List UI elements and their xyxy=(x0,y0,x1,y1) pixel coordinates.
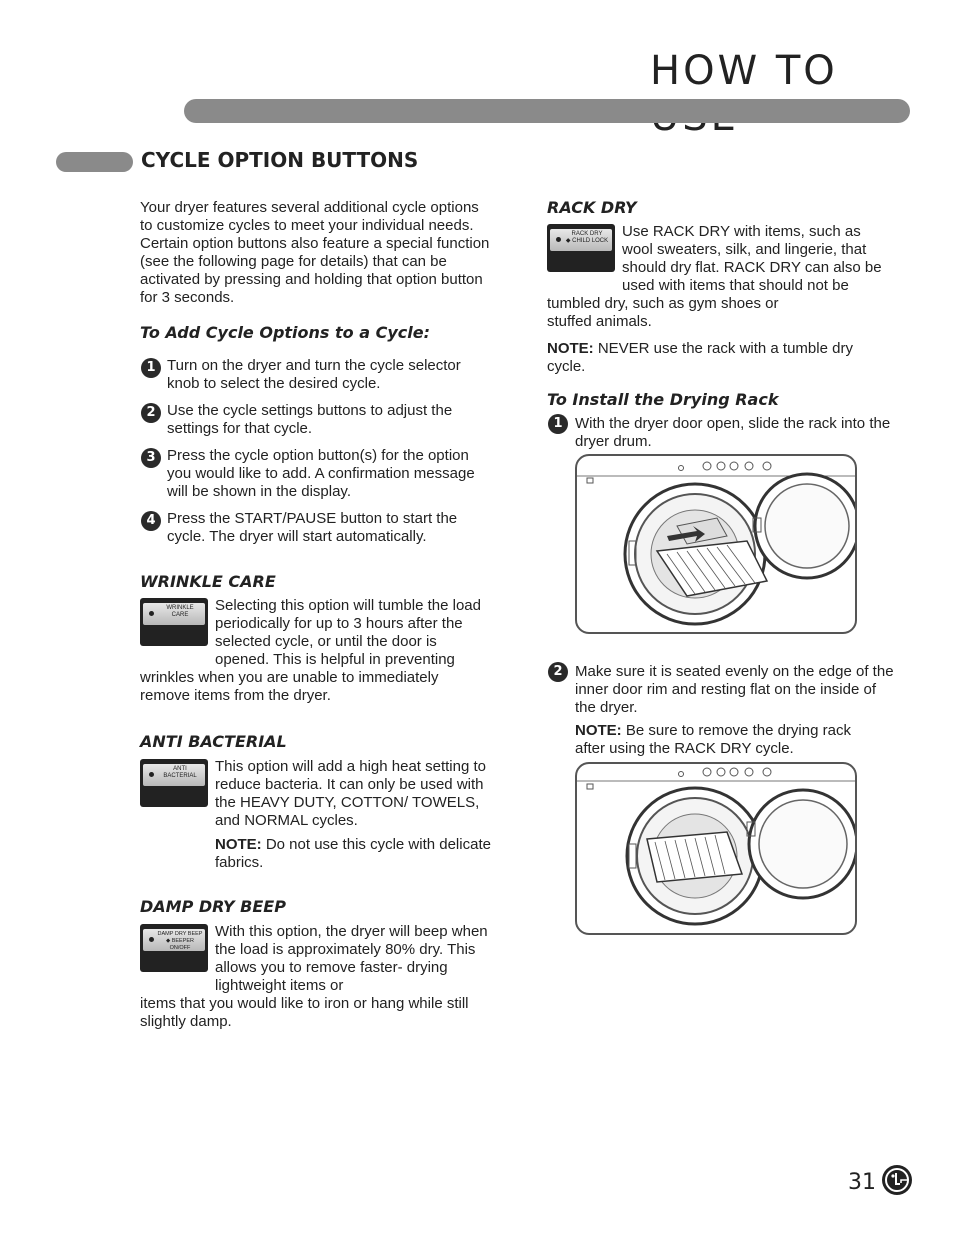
add-options-steps xyxy=(140,357,500,557)
anti-bacterial-button-image xyxy=(140,759,208,807)
install-rack-note xyxy=(575,722,885,758)
anti-bacterial-text: This option will add a high heat setting to reduce bacteria. It can only be used with the HEAVY DUTY, COTTON/ TOWELS, and NORMAL cycles. xyxy=(215,758,487,829)
step-text: Press the START/PAUSE button to start the cycle. The dryer will start automatically. xyxy=(167,510,458,545)
page-number: 31 xyxy=(848,1170,876,1195)
dryer-rack-seated-illustration xyxy=(575,762,857,935)
section-title: CYCLE OPTION BUTTONS xyxy=(141,148,419,172)
button-label: ◆ BEEPER ON/OFF xyxy=(165,938,195,951)
rack-dry-text: Use RACK DRY with items, such as wool sweaters, silk, and lingerie, that should dry flat. RACK DRY can also be used with items that should not be xyxy=(622,223,882,294)
step-number: 1 xyxy=(548,414,568,434)
note-label: NOTE: xyxy=(547,340,594,357)
page-header-title: HOW TO xyxy=(650,48,838,94)
step-number: 3 xyxy=(141,448,161,468)
button-label: DAMP DRY BEEP xyxy=(157,931,203,937)
rack-dry-note xyxy=(547,340,857,376)
lg-logo-icon xyxy=(881,1164,913,1196)
step-text: Press the cycle option button(s) for the option you would like to add. A confirmation message will be shown in the display. xyxy=(167,447,475,500)
step-text: With the dryer door open, slide the rack into the dryer drum. xyxy=(575,415,891,450)
button-label: WRINKLE xyxy=(166,605,194,611)
note-text: Be sure to remove the drying rack after using the RACK DRY cycle. xyxy=(575,722,851,757)
note-label: NOTE: xyxy=(215,836,262,853)
damp-dry-beep-heading: DAMP DRY BEEP xyxy=(140,897,286,916)
button-label: BACTERIAL xyxy=(163,773,197,779)
note-text: NEVER use the rack with a tumble dry cycle. xyxy=(547,340,853,375)
step-number: 1 xyxy=(141,358,161,378)
rack-dry-text-cont: tumbled dry, such as gym shoes or stuffed animals. xyxy=(547,295,779,330)
wrinkle-care-heading: WRINKLE CARE xyxy=(140,572,276,591)
intro-paragraph: Your dryer features several additional cycle options to customize cycles to meet your individual needs. Certain option buttons also feature a special function (see the following page for details) that can be activated by pressing and holding that option button for 3 seconds. xyxy=(140,199,490,306)
step-text: Make sure it is seated evenly on the edge of the inner door rim and resting flat on the inside of the dryer. xyxy=(575,663,894,716)
install-rack-heading: To Install the Drying Rack xyxy=(547,390,779,409)
wrinkle-care-button-image xyxy=(140,598,208,646)
button-label: ANTI xyxy=(173,766,187,772)
note-label: NOTE: xyxy=(575,722,622,739)
step-number: 4 xyxy=(141,511,161,531)
rack-dry-heading: RACK DRY xyxy=(547,198,637,217)
damp-dry-beep-text: With this option, the dryer will beep when the load is approximately 80% dry. This allows you to remove faster- drying lightweight items or xyxy=(215,923,488,994)
step-number: 2 xyxy=(548,662,568,682)
anti-bacterial-note xyxy=(215,836,493,872)
add-options-heading: To Add Cycle Options to a Cycle: xyxy=(140,323,430,342)
header-bar xyxy=(184,99,910,123)
button-label: CARE xyxy=(171,612,189,618)
dryer-rack-insert-illustration xyxy=(575,454,857,634)
wrinkle-care-text: Selecting this option will tumble the load periodically for up to 3 hours after the selected cycle, or until the door is opened. This is helpful in preventing xyxy=(215,597,481,668)
rack-dry-button-image xyxy=(547,224,615,272)
note-text: Do not use this cycle with delicate fabrics. xyxy=(215,836,491,871)
button-label: RACK DRY xyxy=(571,231,603,237)
damp-dry-beep-button-image xyxy=(140,924,208,972)
damp-dry-beep-text-cont: items that you would like to iron or hang while still slightly damp. xyxy=(140,995,469,1030)
anti-bacterial-heading: ANTI BACTERIAL xyxy=(140,732,287,751)
step-number: 2 xyxy=(141,403,161,423)
section-pill xyxy=(56,152,133,172)
step-text: Use the cycle settings buttons to adjust the settings for that cycle. xyxy=(167,402,453,437)
button-label: ◆ CHILD LOCK xyxy=(565,238,609,244)
step-text: Turn on the dryer and turn the cycle selector knob to select the desired cycle. xyxy=(167,357,461,392)
wrinkle-care-text-cont: wrinkles when you are unable to immediately remove items from the dryer. xyxy=(140,669,439,704)
